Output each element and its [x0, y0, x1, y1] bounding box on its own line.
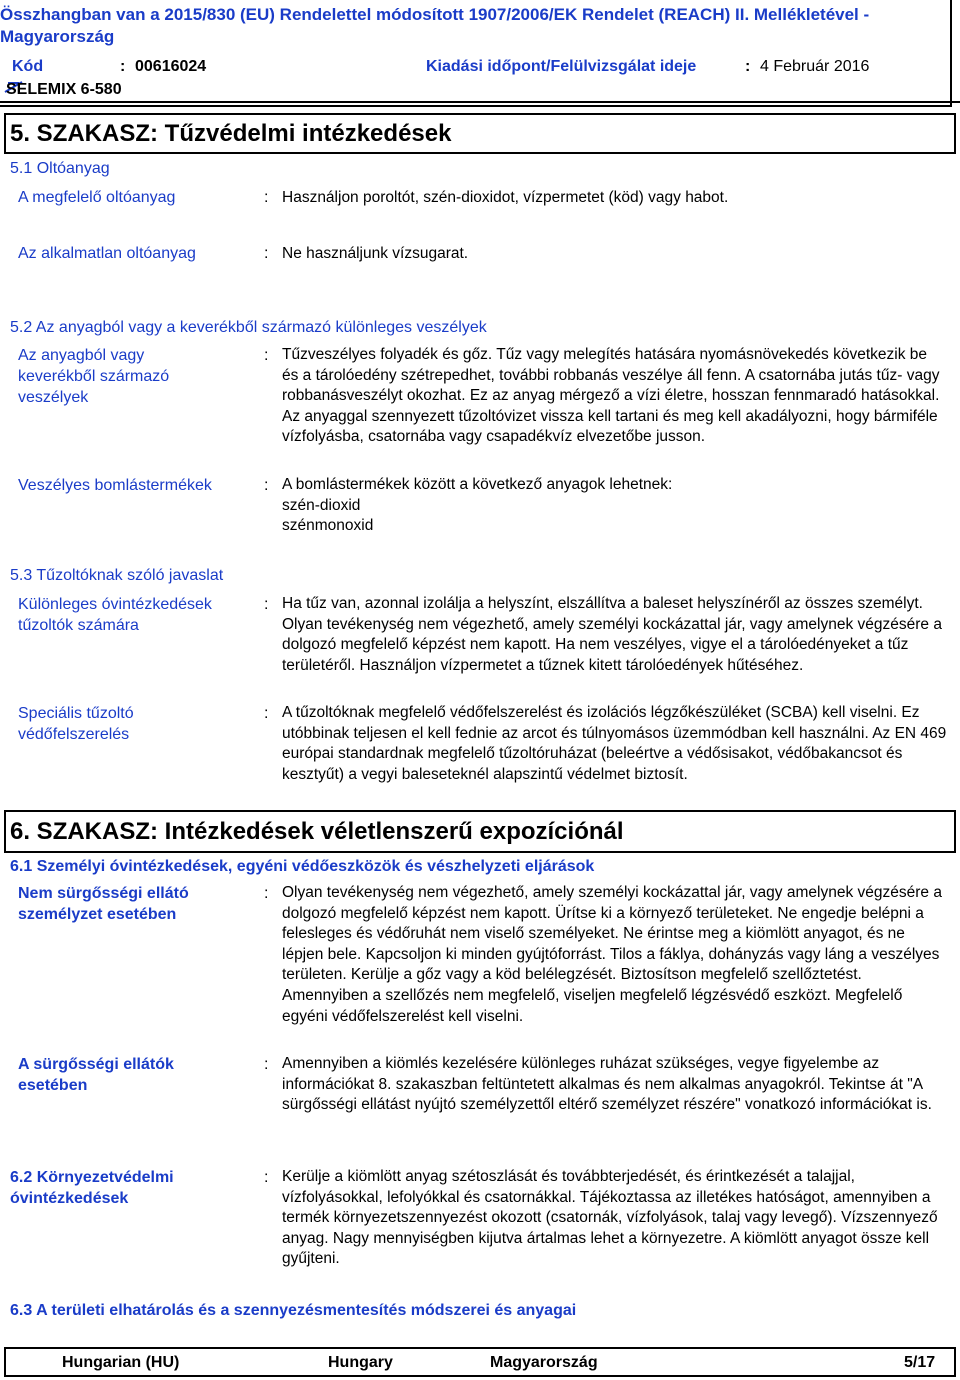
- code-colon: :: [120, 58, 126, 75]
- non-emergency-label: Nem sürgősségi ellátó személyzet esetében: [18, 885, 189, 923]
- environmental-precautions-value: Kerülje a kiömlött anyag szétoszlását és továbbterjedését, és érintkezését a talajjal, vízfolyásokkal, lefolyókkal és csatornákkal. Tájékoztassa az illetékes hatóságot, amennyiben a termék környezetszennyezést okozott (csatornák, vízfolyások, talaj vagy levegő). Vízszennyező anyag. Nagy mennyiségben kijutva ártalmas lehet a környezetre. A kiömlött anyagot össze kell gyűjteni.: [282, 1168, 938, 1268]
- section-5-title: 5. SZAKASZ: Tűzvédelmi intézkedések: [4, 113, 956, 154]
- page-number: 5/17: [904, 1354, 936, 1371]
- colon: :: [264, 1169, 269, 1186]
- subsection-5-1-title: 5.1 Oltóanyag: [10, 160, 110, 177]
- colon: :: [264, 596, 269, 613]
- unsuitable-media-value: Ne használjunk vízsugarat.: [282, 245, 469, 262]
- code-label: Kód: [12, 58, 44, 75]
- date-label: Kiadási időpont/Felülvizsgálat ideje: [426, 58, 697, 75]
- decomposition-intro: A bomlástermékek között a következő anyagok lehetnek:: [282, 476, 673, 493]
- date-value: 4 Február 2016: [760, 58, 870, 75]
- code-value: 00616024: [135, 58, 207, 75]
- decomposition-label: Veszélyes bomlástermékek: [18, 477, 212, 494]
- subsection-5-3-title: 5.3 Tűzoltóknak szóló javaslat: [10, 567, 224, 584]
- hazards-value: Tűzveszélyes folyadék és gőz. Tűz vagy melegítés hatására nyomásnövekedés következik be és a tárolóedény szétrepedhet, további robbanás veszélye áll fenn. A csatornába jutás tűz- vagy robbanásveszélyt okozhat. Ez az anyag mérgező a vízi életre, hosszan fennmaradó hatásokkal. Az anyaggal szennyezett tűzoltóvizet vissza kell tartani és meg kell akadályozni, hogy bármiféle vízfolyásba, csatornába vagy csapadékvíz elvezetőbe jusson.: [282, 346, 940, 446]
- colon: :: [264, 189, 269, 206]
- date-colon: :: [745, 58, 751, 75]
- hazards-label: Az anyagból vagy keverékből származó veszélyek: [18, 347, 170, 406]
- colon: :: [264, 1056, 269, 1073]
- non-emergency-value: Olyan tevékenység nem végezhető, amely személyi kockázattal jár, vagy amelynek végzésére a dolgozó megfelelő képzést nem kapott. Ürítse ki a környező területeket. Ne engedje belépni a felesleges és védőruhát nem viselő személyeket. Ne érintse meg a kiömlött anyagot, és ne lépjen bele. Kapcsoljon ki minden gyújtóforrást. Tilos a fáklya, dohányzás vagy láng a veszélyes területen. Kerülje a gőz vagy a köd belélegzését. Biztosítson megfelelő szellőztetést. Amennyiben a szellőzés nem megfelelő, viseljen megfelelő légzésvédő eszközt. Megfelelő egyéni védőfelszerelést kell viselni.: [282, 884, 942, 1025]
- special-precautions-value: Ha tűz van, azonnal izolálja a helyszínt, elszállítva a baleset helyszínéről az összes személyt. Olyan tevékenység nem végezhető, amely személyi kockázattal jár, vagy amelynek végzésére a dolgozó megfelelő képzést nem kapott. Ha nem veszélyes, vigye el a tárolóedényeket a tűz területéről. Használjon vízpermetet a tűznek kitett tárolóedények hűtéséhez.: [282, 595, 942, 674]
- page-footer: [4, 1347, 956, 1377]
- regulation-title: Összhangban van a 2015/830 (EU) Rendelettel módosított 1907/2006/EK Rendelet (REACH) II. Mellékletével - Magyarország: [0, 5, 870, 46]
- footer-language: Hungarian (HU): [62, 1354, 180, 1371]
- emergency-responders-label: A sürgősségi ellátók esetében: [18, 1056, 174, 1094]
- protective-equipment-label: Speciális tűzoltó védőfelszerelés: [18, 705, 134, 743]
- suitable-media-value: Használjon poroltót, szén-dioxidot, vízpermetet (köd) vagy habot.: [282, 189, 729, 206]
- footer-region: Magyarország: [490, 1354, 598, 1371]
- decomposition-item: szén-dioxid: [282, 496, 361, 514]
- subsection-5-2-title: 5.2 Az anyagból vagy a keverékből származó különleges veszélyek: [10, 319, 487, 336]
- colon: :: [264, 885, 269, 902]
- colon: :: [264, 347, 269, 364]
- subsection-6-3-title: 6.3 A területi elhatárolás és a szennyezésmentesítés módszerei és anyagai: [10, 1302, 577, 1319]
- special-precautions-label: Különleges óvintézkedések tűzoltók számára: [18, 596, 212, 634]
- suitable-media-label: A megfelelő oltóanyag: [18, 189, 176, 206]
- decomposition-item: szénmonoxid: [282, 517, 374, 535]
- colon: :: [264, 245, 269, 262]
- decomposition-value: [282, 475, 947, 537]
- emergency-responders-value: Amennyiben a kiömlés kezelésére különleges ruházat szükséges, vegye figyelembe az információkat 8. szakaszban feltüntetett alkalmas és nem alkalmas anyagokról. Tekintse át "A sürgősségi ellátást nyújtó személyzettől eltérő személyzet részére" vonatkozó információkat is.: [282, 1055, 932, 1114]
- unsuitable-media-label: Az alkalmatlan oltóanyag: [18, 245, 196, 262]
- header-divider: [0, 101, 960, 103]
- product-name: SELEMIX 6-580: [6, 81, 122, 98]
- environmental-precautions-label: 6.2 Környezetvédelmi óvintézkedések: [10, 1169, 174, 1207]
- colon: :: [264, 477, 269, 494]
- subsection-6-1-title: 6.1 Személyi óvintézkedések, egyéni védőeszközök és vészhelyzeti eljárások: [10, 858, 595, 875]
- protective-equipment-value: A tűzoltóknak megfelelő védőfelszerelést és izolációs légzőkészüléket (SCBA) kell viselni. Ez utóbbinak teljesen el kell fednie az arcot és túlnyomásos üzemmódban kell használni. Az EN 469 európai standardnak megfelelő tűzoltóruházat (beleértve a védősisakot, védőbakancsot és kesztyűt) a vegyi baleseteknél alapszintű védelmet biztosít.: [282, 704, 947, 783]
- colon: :: [264, 705, 269, 722]
- section-6-title: 6. SZAKASZ: Intézkedések véletlenszerű expozíciónál: [4, 810, 956, 853]
- footer-country: Hungary: [328, 1354, 393, 1371]
